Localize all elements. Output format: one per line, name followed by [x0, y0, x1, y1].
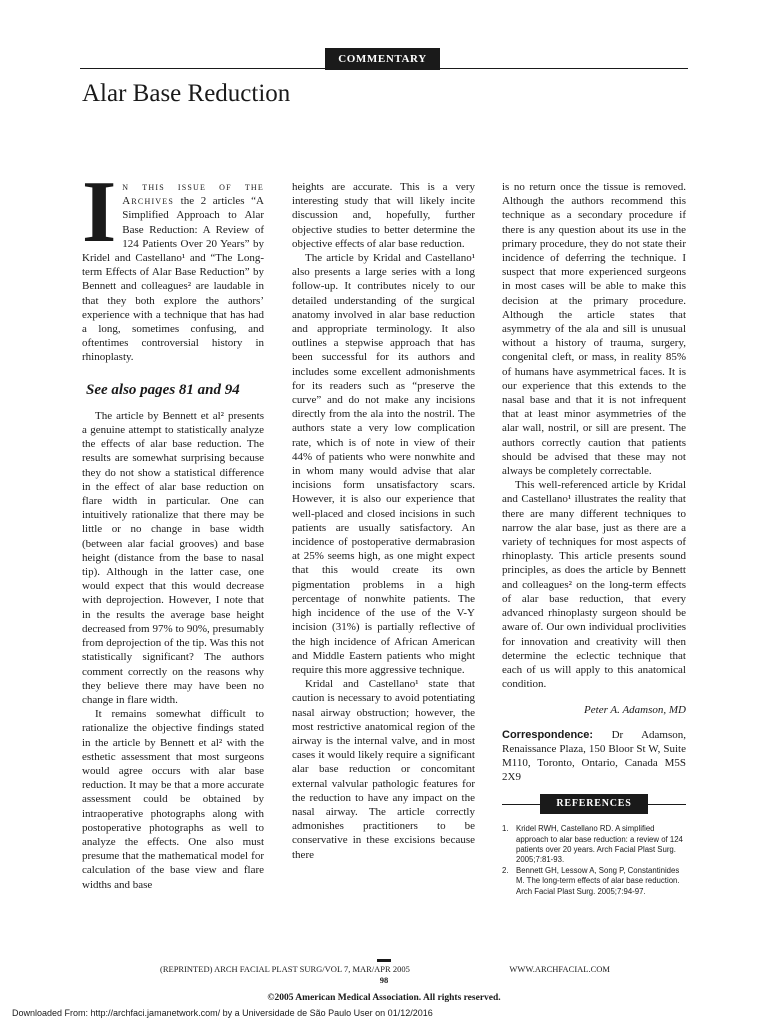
body-paragraph: is no return once the tissue is removed. Although the authors recommend this technique as a secondary procedure if there is any question about its use in the primary procedure, they do not state their incidence of deferring the technique. I suspect that more experienced surgeons in most cases will be able to make this decision at the primary procedure. Although the article states that asymmetry of the ala and sill is unusual without a history of trauma, surgery, congenital cleft, or mass, in reality 85% of humans have asymmetrical faces. It is our experience that this extends to the nasal base and that it is not infrequent that at least minor asymmetries of the alar wall, nostril, or sill are present. The authors correctly caution that patients should be advised that these may not always be completely correctable.	[502, 181, 686, 478]
reference-item	[502, 866, 686, 897]
column-2	[292, 180, 475, 862]
correspondence-label: Correspondence:	[502, 728, 594, 741]
correspondence-text: Dr Adamson, Renaissance Plaza, 150 Bloor St W, Suite M110, Toronto, Ontario, Canada M5S 2X9	[502, 728, 686, 784]
article-title: Alar Base Reduction	[82, 80, 291, 107]
column-3	[502, 180, 686, 898]
journal-url: WWW.ARCHFACIAL.COM	[509, 964, 610, 974]
reference-number: 1.	[502, 824, 509, 834]
footer-tick	[377, 959, 391, 962]
see-also-note: See also pages 81 and 94	[86, 381, 240, 398]
section-label: COMMENTARY	[325, 48, 440, 70]
body-paragraph: It remains somewhat difficult to rationalize the objective findings stated in the article by Bennett et al² with the esthetic assessment that most surgeons would agree occurs with alar base reduction. It may be that a more accurate assessment could be obtained by intraoperative photographs along with postoperative photographs as well to analyze the effects. One also must presume that the mathematical model for calculation of the base view and flare widths and base	[82, 708, 264, 891]
body-paragraph: The article by Bennett et al² presents a genuine attempt to statistically analyze the effects of alar base reduction. The results are somewhat surprising because they do not show a statistical difference in the effect of alar base reduction on flare width in particular. One can intuitively rationalize that there may be little or no change in base width (between alar facial grooves) and base height (distance from the base to nasal tip). Although in the latter case, one would expect that this would decrease with deprojection. However, I note that in the results the average base height decreased from 97% to 90%, presumably from deprojection of the tip. Was this not statistically significant? The authors comment correctly on the reasons why they believe there may have been no change in flare width.	[82, 409, 264, 706]
references-rule	[502, 794, 686, 814]
references-header: REFERENCES	[540, 794, 648, 814]
drop-cap: I	[82, 164, 117, 261]
intro-smallcaps: n this issue of the	[122, 181, 264, 193]
journal-name: Archives	[122, 195, 175, 208]
journal-citation: (REPRINTED) ARCH FACIAL PLAST SURG/VOL 7, MAR/APR 2005	[160, 964, 410, 974]
body-paragraph: Kridal and Castellano¹ state that caution is necessary to avoid potentiating nasal airway obstruction; however, the most restrictive anatomical region of the airway is the internal valve, and in most cases it would likely require a significant alar base reduction or concomitant external valvular pathologic features for the reduction to have any impact on the nasal airway. The article correctly admonishes practitioners to be conservative in these excisions because there	[292, 678, 475, 861]
reference-item	[502, 824, 686, 865]
correspondence	[502, 728, 686, 785]
body-paragraph: The article by Kridal and Castellano¹ also presents a large series with a long follow-up. It contributes nicely to our detailed understanding of the surgical anatomy involved in alar base reduction and appropriate terminology. It also outlines a stepwise approach that has been successful for its authors and includes some excellent admonishments for its readers such as “preserve the curve” and do not make any incisions directly from the ala into the nostril. The authors state a very low complication rate, which is of note in view of their 44% of patients who were nonwhite and in whom many would advise that alar incisions form unsatisfactory scars. However, it is also our experience that well-placed and closed incisions in such patients are usually satisfactory. An incidence of postoperative dermabrasion at 25% seems high, as one might expect that this would create its own pigmentation problems in a high percentage of nonwhite patients. The high incidence of the use of the V-Y incision (31%) is partially reflective of the high incidence of African American and Middle Eastern patients who might require this more aggressive technique.	[292, 252, 475, 676]
reference-text: Kridel RWH, Castellano RD. A simplified approach to alar base reduction: a review of 124 patients over 20 years. Arch Facial Plast Surg. 2005;7:81-93.	[516, 824, 683, 864]
body-paragraph: This well-referenced article by Kridal and Castellano¹ illustrates the reality that there are many different techniques to narrow the alar base, just as there are a variety of techniques for most aspects of rhinoplasty. This article presents sound principles, as does the article by Bennett and colleagues² on the long-term effects of alar base reduction, that every advanced rhinoplasty surgeon should be aware of. Our own individual proclivities for innovation and creativity will then determine the eclectic technique that each of us will apply to this anatomical condition.	[502, 479, 686, 691]
page-number: 98	[379, 975, 389, 985]
download-notice: Downloaded From: http://archfaci.jamanetwork.com/ by a Universidade de São Paulo User on 01/12/2016	[12, 1008, 433, 1018]
intro-paragraph	[82, 164, 264, 365]
copyright-notice: ©2005 American Medical Association. All rights reserved.	[267, 993, 501, 1003]
author-signature: Peter A. Adamson, MD	[584, 704, 686, 717]
reference-text: Bennett GH, Lessow A, Song P, Constantinides M. The long-term effects of alar base reduction. Arch Facial Plast Surg. 2005;7:94-97.	[516, 866, 680, 896]
column-1	[82, 164, 264, 892]
footer-line	[160, 964, 610, 974]
references-list	[502, 824, 686, 896]
body-paragraph: heights are accurate. This is a very interesting study that will likely incite discussion and, hopefully, further objective studies to better determine the objective effects of alar base reduction.	[292, 181, 475, 250]
intro-body: the 2 articles “A Simplified Approach to Alar Base Reduction: A Review of 124 Patients Over 20 Years” by Kridel and Castellano¹ and “The Long-term Effects of Alar Base Reduction” by Bennett and colleagues² are laudable in that they both explore the authors’ experience with a technique that has had a long, sometimes confusing, and oftentimes controversial history in rhinoplasty.	[82, 195, 264, 364]
reference-number: 2.	[502, 866, 509, 876]
